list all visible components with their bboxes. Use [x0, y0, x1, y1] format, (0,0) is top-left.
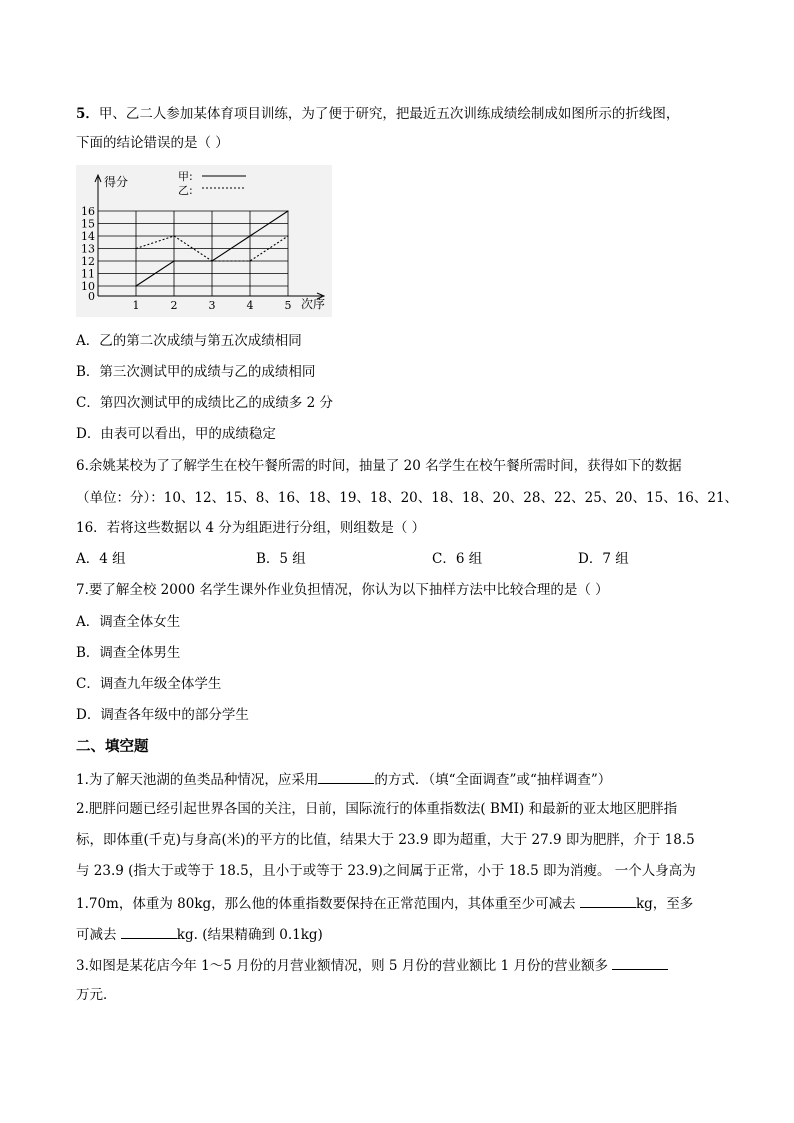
fill1-answer-blank[interactable]: [318, 769, 374, 784]
q6-option-d: D．7 组: [578, 551, 629, 567]
fill2-line4-after: kg，至多: [635, 896, 694, 912]
legend-label-yi: 乙:: [178, 184, 193, 197]
x-tick-label-2: 2: [170, 299, 178, 312]
fill3-line2: 万元．: [76, 987, 117, 1003]
y-tick-label-10: 10: [81, 280, 95, 293]
fill2-line1: 2.肥胖问题已经引起世界各国的关注，日前，国际流行的体重指数法( BMI) 和最新的亚太地区肥胖指: [76, 801, 678, 817]
q5-option-c: C．第四次测试甲的成绩比乙的成绩多 2 分: [76, 395, 334, 411]
fill1: [76, 769, 611, 789]
fill3-line1: [76, 955, 668, 975]
fill2-line4-before: 1.70m，体重为 80kg，那么他的体重指数要保持在正常范围内，其体重至少可减去: [76, 896, 576, 912]
q5-stem-line1: [76, 105, 679, 123]
q6-line1: 6.余姚某校为了了解学生在校午餐所需的时间，抽量了 20 名学生在校午餐所需时间，获得如下的数据: [76, 458, 682, 474]
data-point-yi-4: [249, 260, 250, 261]
fill2-line2: 标，即体重(千克)与身高(米)的平方的比值，结果大于 23.9 即为超重，大于 27.9 即为肥胖，介于 18.5: [76, 832, 695, 848]
q5-stem-line2: 下面的结论错误的是（ ）: [76, 135, 229, 151]
fill2-line3: 与 23.9 (指大于或等于 18.5，且小于或等于 23.9)之间属于正常，小于 18.5 即为消瘦。 一个人身高为: [76, 863, 696, 879]
q5-option-d: D．由表可以看出，甲的成绩稳定: [76, 426, 276, 442]
data-point-yi-3: [211, 260, 212, 261]
data-point-yi-2: [173, 235, 174, 236]
data-point-jia-5: [287, 210, 288, 211]
fill3-line1-before: 3.如图是某花店今年 1～5 月份的月营业额情况，则 5 月份的营业额比 1 月份的营业额多: [76, 958, 608, 974]
fill2-line5-before: 可减去: [76, 927, 117, 943]
q6-option-a: A．4 组: [76, 551, 126, 567]
fill2-line4: [76, 893, 693, 913]
data-point-yi-1: [135, 248, 136, 249]
data-point-jia-4: [249, 235, 250, 236]
fill2-line5-after: kg. (结果精确到 0.1kg): [176, 927, 323, 943]
q5-line-chart: [76, 165, 332, 317]
q6-line2: （单位：分）：10、12、15、8、16、18、19、18、20、18、18、20、28、22、25、20、15、16、21、: [76, 490, 739, 506]
q5-number: 5．: [76, 106, 99, 122]
q7-option-d: D．调查各年级中的部分学生: [76, 707, 249, 723]
section-title-fill-in: 二、填空题: [76, 738, 149, 755]
y-tick-label-16: 16: [81, 205, 95, 218]
chart-y-axis-label: 得分: [104, 175, 129, 189]
q5-option-a: A．乙的第二次成绩与第五次成绩相同: [76, 333, 302, 349]
q7-option-a: A．调查全体女生: [76, 614, 181, 630]
q7-stem: 7.要了解全校 2000 名学生课外作业负担情况，你认为以下抽样方法中比较合理的是（ ）: [76, 582, 609, 598]
data-point-jia-2: [173, 260, 174, 261]
y-tick-label-12: 12: [81, 255, 95, 268]
x-tick-label-5: 5: [284, 299, 292, 312]
chart-x-axis-label: 次序: [301, 297, 326, 311]
q6-option-b: B．5 组: [256, 551, 306, 567]
fill1-text-before: 1.为了解天池湖的鱼类品种情况，应采用: [76, 772, 319, 788]
q6-line3: 16．若将这些数据以 4 分为组距进行分组，则组数是（ ）: [76, 520, 426, 536]
q7-option-b: B．调查全体男生: [76, 645, 181, 661]
q5-option-b: B．第三次测试甲的成绩与乙的成绩相同: [76, 364, 316, 380]
y-tick-label-11: 11: [81, 267, 95, 281]
data-point-jia-1: [135, 285, 136, 286]
q5-stem-text: 甲、乙二人参加某体育项目训练，为了便于研究，把最近五次训练成绩绘制成如图所示的折线图，: [98, 106, 680, 122]
x-tick-label-3: 3: [208, 299, 216, 312]
q6-option-c: C．6 组: [432, 551, 483, 567]
y-tick-label-15: 15: [81, 217, 95, 231]
fill1-text-after: 的方式．（填“全面调查”或“抽样调查”）: [374, 772, 612, 788]
fill2-line5: [76, 924, 323, 944]
data-point-yi-5: [287, 235, 288, 236]
y-tick-label-13: 13: [81, 242, 95, 256]
y-tick-label-14: 14: [81, 230, 95, 243]
fill3-answer-blank[interactable]: [612, 955, 668, 970]
q7-option-c: C．调查九年级全体学生: [76, 676, 222, 692]
y-tick-label-0: 0: [88, 290, 95, 303]
legend-label-jia: 甲:: [178, 170, 193, 183]
fill2-min-blank[interactable]: [580, 893, 636, 908]
x-tick-label-1: 1: [132, 299, 140, 312]
fill2-max-blank[interactable]: [121, 924, 177, 939]
x-tick-label-4: 4: [246, 299, 254, 312]
